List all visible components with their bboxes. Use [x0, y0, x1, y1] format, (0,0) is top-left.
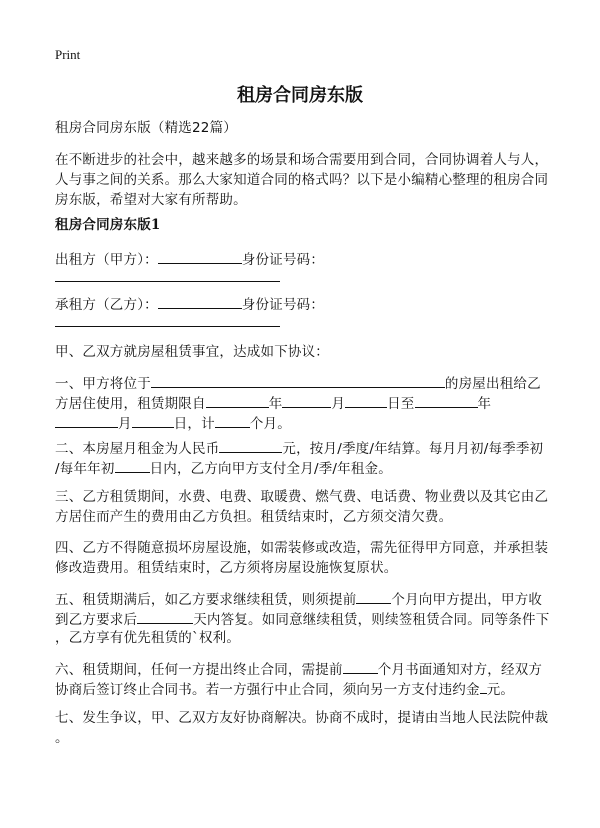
party-a-line: 出租方（甲方）： 身份证号码： [55, 249, 324, 269]
clause-6-line: 六、租赁期间，任何一方提出终止合同，需提前 个月书面通知对方，经双方 [55, 659, 542, 679]
document-title: 租房合同房东版 [237, 85, 363, 106]
clause-3-line: 三、乙方租赁期间，水费、电费、取暖费、燃气费、电话费、物业费以及其它由乙 [55, 489, 549, 505]
fill-in-blank [345, 393, 387, 408]
fill-in-blank [206, 393, 269, 408]
clause-1-line: 月 日，计 个月。 [55, 413, 291, 433]
intro-line: 在不断进步的社会中，越来越多的场景和场合需要用到合同，合同协调着人与人， [55, 152, 549, 168]
fill-in-blank [137, 609, 193, 624]
clause-2-line: /每年年初 日内，乙方向甲方支付全月/季/年租金。 [55, 458, 392, 478]
blank-rule [55, 326, 280, 327]
fill-in-blank [151, 373, 445, 388]
clause-1-line: 方居住使用，租赁期限自 年 月 日至 年 [55, 393, 491, 413]
subtitle: 租房合同房东版（精选22篇） [55, 120, 237, 136]
fill-in-blank [415, 393, 478, 408]
clause-4-line: 四、乙方不得随意损坏房屋设施，如需装修或改造，需先征得甲方同意，并承担装 [55, 540, 549, 556]
intro-line: 房东版，希望对大家有所帮助。 [55, 192, 247, 208]
blank-rule [55, 281, 280, 282]
party-b-line: 承租方（乙方）： 身份证号码： [55, 294, 324, 314]
fill-in-blank [55, 413, 118, 428]
fill-in-blank [343, 659, 378, 674]
clause-1-line: 一、甲方将位于 的房屋出租给乙 [55, 373, 541, 393]
fill-in-blank [282, 393, 331, 408]
fill-in-blank [115, 458, 150, 473]
clause-5-line: 五、租赁期满后，如乙方要求继续租赁，则须提前 个月向甲方提出，甲方收 [55, 589, 542, 609]
fill-in-blank [132, 413, 174, 428]
clause-5-line: ，乙方享有优先租赁的`权利。 [55, 630, 241, 646]
clause-3-line: 方居住而产生的费用由乙方负担。租赁结束时，乙方须交清欠费。 [55, 509, 453, 525]
clause-2-line: 二、本房屋月租金为人民币 元，按月/季度/年结算。每月月初/每季季初 [55, 438, 543, 458]
fill-in-blank [158, 294, 242, 309]
fill-in-blank [158, 249, 242, 264]
intro-line: 人与事之间的关系。那么大家知道合同的格式吗？以下是小编精心整理的租房合同 [55, 172, 549, 188]
clause-7-line: 。 [55, 730, 69, 746]
clause-7-line: 七、发生争议，甲、乙双方友好协商解决。协商不成时，提请由当地人民法院仲裁 [55, 710, 549, 726]
fill-in-blank [356, 589, 391, 604]
print-link[interactable]: Print [55, 47, 81, 62]
clause-6-line: 协商后签订终止合同书。若一方强行中止合同，须向另一方支付违约金 元。 [55, 679, 514, 699]
fill-in-blank [480, 679, 487, 694]
clause-4-line: 修改造费用。租赁结束时，乙方须将房屋设施恢复原状。 [55, 560, 398, 576]
fill-in-blank [215, 413, 250, 428]
section-heading: 租房合同房东版1 [55, 217, 161, 233]
agreement-line: 甲、乙双方就房屋租赁事宜，达成如下协议： [55, 344, 329, 360]
fill-in-blank [219, 438, 282, 453]
clause-5-line: 到乙方要求后 天内答复。如同意继续租赁，则续签租赁合同。同等条件下 [55, 609, 549, 629]
